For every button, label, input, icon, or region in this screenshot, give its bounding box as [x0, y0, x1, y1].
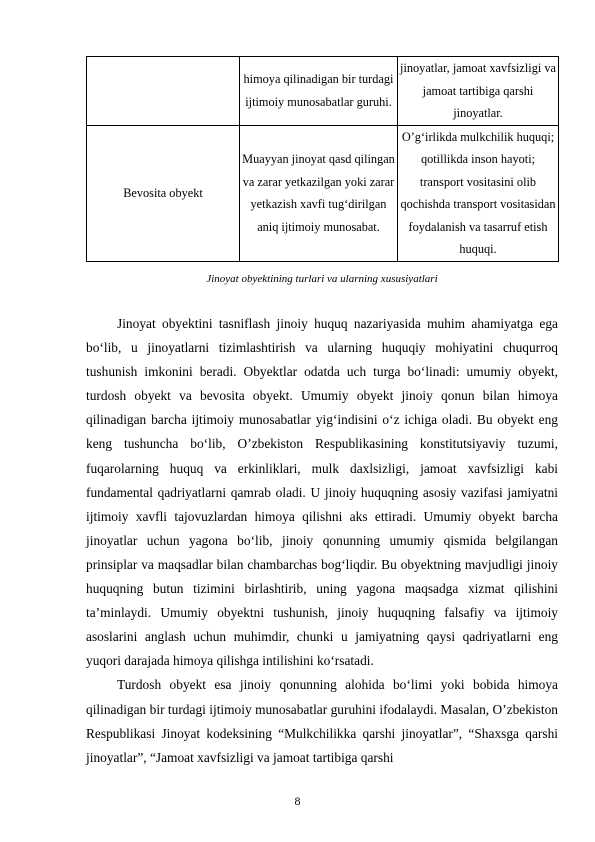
table-row [87, 125, 559, 261]
table-cell-label: Bevosita obyekt [87, 125, 240, 261]
paragraph: Jinoyat obyektini tasniflash jinoiy huquq nazariyasida muhim ahamiyatga ega bo‘lib, u jinoyatlarni tizimlashtirish va ularning huquqiy mohiyatini chuqurroq tushunish imkonini beradi. Obyektlar odatda uch turga bo‘linadi: umumiy obyekt, turdosh obyekt va bevosita obyekt. Umumiy obyekt jinoiy qonun bilan himoya qilinadigan barcha ijtimoiy munosabatlar yig‘indisini o‘z ichiga oladi. Bu obyekt eng keng tushuncha bo‘lib, O’zbekiston Respublikasining konstitutsiyaviy tuzumi, fuqarolarning huquq va erkinliklari, mulk daxlsizligi, jamoat xavfsizligi kabi fundamental qadriyatlarni qamrab oladi. U jinoiy huquqning asosiy vazifasi jamiyatni ijtimoiy xavfli tajovuzlardan himoya qilishni aks ettiradi. Umumiy obyekt barcha jinoyatlar uchun yagona bo‘lib, jinoiy qonunning umumiy qismida belgilangan prinsiplar va maqsadlar bilan chambarchas bog‘liqdir. Bu obyektning mavjudligi jinoiy huquqning butun tizimini birlashtirib, uning yagona maqsadga xizmat qilishini ta’minlaydi. Umumiy obyektni tushunish, jinoiy huquqning falsafiy va ijtimoiy asoslarini anglash uchun muhimdir, chunki u jamiyatning qaysi qadriyatlarni eng yuqori darajada himoya qilishga intilishini ko‘rsatadi. [86, 316, 558, 669]
table-row [87, 57, 559, 126]
page-number: 8 [294, 794, 301, 808]
table-cell: Muayyan jinoyat qasd qilingan va zarar yetkazilgan yoki zarar yetkazish xavfi tug‘dirilgan aniq ijtimoiy munosabat. [240, 125, 398, 261]
body-text [86, 312, 558, 770]
object-types-table [86, 56, 559, 262]
paragraph: Turdosh obyekt esa jinoiy qonunning alohida bo‘limi yoki bobida himoya qilinadigan bir turdagi ijtimoiy munosabatlar guruhini ifodalaydi. Masalan, O’zbekiston Respublikasi Jinoyat kodeksining “Mulkchilikka qarshi jinoyatlar”, “Shaxsga qarshi jinoyatlar”, “Jamoat xavfsizligi va jamoat tartibiga qarshi [86, 677, 558, 765]
table-cell: jinoyatlar, jamoat xavfsizligi va jamoat tartibiga qarshi jinoyatlar. [398, 57, 559, 126]
table-cell: himoya qilinadigan bir turdagi ijtimoiy munosabatlar guruhi. [240, 57, 398, 126]
table-cell: O’g‘irlikda mulkchilik huquqi; qotillikda inson hayoti; transport vositasini olib qochishda transport vositasidan foydalanish va tasarruf etish huquqi. [398, 125, 559, 261]
table-cell-empty [87, 57, 240, 126]
table-caption: Jinoyat obyektining turlari va ularning xususiyatlari [206, 273, 438, 285]
